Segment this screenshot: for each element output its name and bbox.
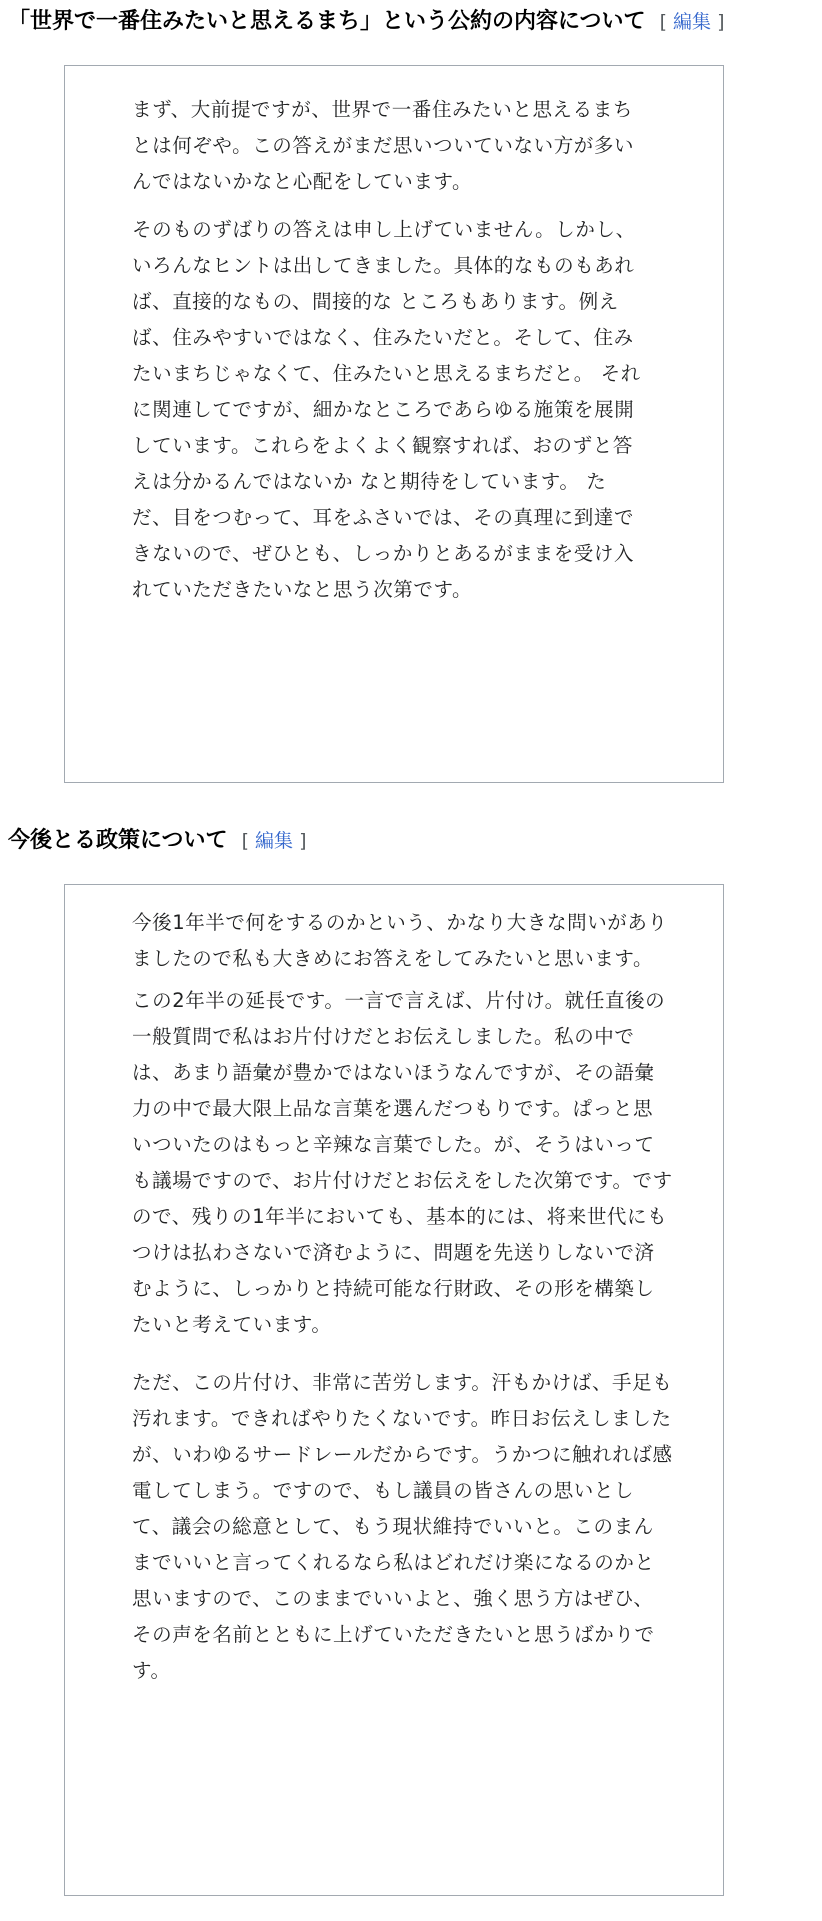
edit-section-link[interactable]: 編集 — [255, 830, 294, 852]
quote-paragraph: まず、大前提ですが、世界で一番住みたいと思えるまちとは何ぞや。この答えがまだ思いついていない方が多いんではないかなと心配をしています。 — [132, 98, 635, 193]
section-heading — [8, 7, 725, 37]
edit-section-link[interactable]: 編集 — [673, 11, 712, 33]
quote-paragraph: 今後1年半で何をするのかという、かなり大きな問いがありましたので私も大きめにお答えをしてみたいと思います。 — [132, 911, 668, 970]
section-heading-text: 「世界で一番住みたいと思えるまち」という公約の内容について — [8, 9, 646, 34]
edit-section-control: [ 編集 ] — [241, 830, 307, 852]
section-heading — [8, 826, 307, 856]
edit-section-control: [ 編集 ] — [659, 11, 725, 33]
quote-paragraph: ただ、この片付け、非常に苦労します。汗もかけば、手足も汚れます。できればやりたくないです。昨日お伝えしましたが、いわゆるサードレールだからです。うかつに触れれば感電してしまう。ですので、もし議員の皆さんの思いとして、議会の総意として、もう現状維持でいいと。このまんまでいいと言ってくれるなら私はどれだけ楽になるのかと思いますので、このままでいいよと、強く思う方はぜひ、その声を名前とともに上げていただきたいと思うばかりです。 — [132, 1371, 673, 1682]
quote-box — [64, 65, 724, 783]
quote-paragraph: そのものずばりの答えは申し上げていません。しかし、いろんなヒントは出してきました。具体的なものもあれば、直接的なもの、間接的な ところもあります。例えば、住みやすいではなく、住みたいだと。そして、住みたいまちじゃなくて、住みたいと思えるまちだと。 それに関連してですが、細かなところであらゆる施策を展開しています。これらをよくよく観察すれば、おのずと答えは分かるんではないか なと期待をしています。 ただ、目をつむって、耳をふさいでは、その真理に到達できないので、ぜひとも、しっかりとあるがままを受け入れていただきたいなと思う次第です。 — [132, 218, 641, 601]
quote-paragraph: この2年半の延長です。一言で言えば、片付け。就任直後の一般質問で私はお片付けだとお伝えしました。私の中では、あまり語彙が豊かではないほうなんですが、その語彙力の中で最大限上品な言葉を選んだつもりです。ぱっと思いついたのはもっと辛辣な言葉でした。が、そうはいっても議場ですので、お片付けだとお伝えをした次第です。ですので、残りの1年半においても、基本的には、将来世代にもつけは払わさないで済むように、問題を先送りしないで済むように、しっかりと持続可能な行財政、その形を構築したいと考えています。 — [132, 989, 673, 1336]
section-heading-text: 今後とる政策について — [8, 828, 228, 853]
quote-box — [64, 884, 724, 1896]
